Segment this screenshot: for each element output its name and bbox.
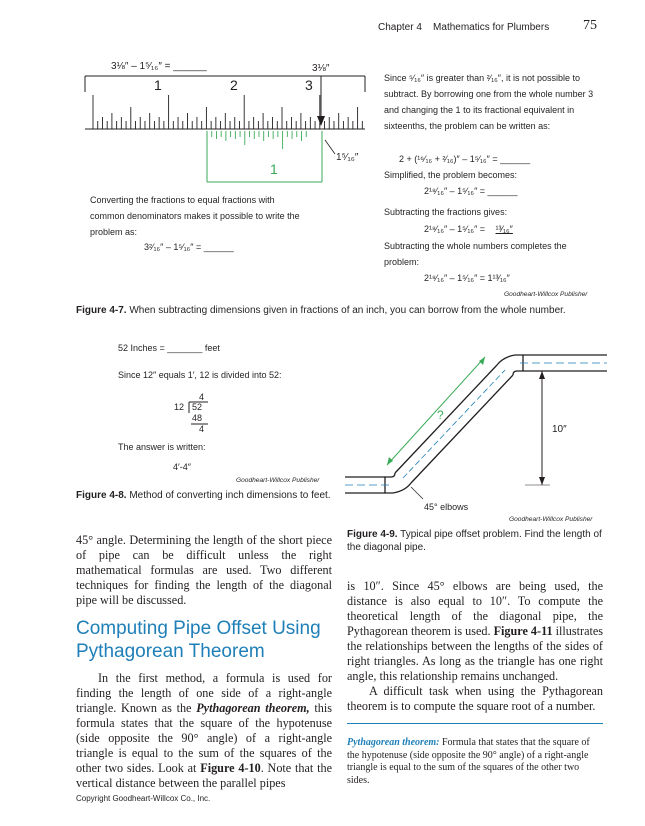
ruler-number-2: 2 (230, 77, 238, 93)
fig49-pipe-offset-diagram (345, 335, 625, 510)
fig48-line1: 52 Inches = _______ feet (118, 343, 220, 353)
fig47-right-p1: Since ⁵⁄₁₆″ is greater than ²⁄₁₆″, it is not possible to subtract. By borrowing one from the whole number 3 and changing the 1 to its fractional equivalent in sixteenths, the problem can be written as: (384, 73, 594, 131)
fig48-credit: Goodheart-Willcox Publisher (236, 477, 320, 484)
left-col-paragraph-1: 45° angle. Determining the length of the short piece of pipe can be difficult unless the right mathematical formulas are used. Two different techniques for finding the length of the diagonal pipe will be discussed. (76, 533, 332, 607)
fig47-caption-text: When subtracting dimensions given in fractions of an inch, you can borrow from the whole number. (126, 305, 566, 316)
fig49-caption-label: Figure 4-9. (347, 529, 398, 540)
elbows-leader (411, 487, 423, 499)
fig49-credit: Goodheart-Willcox Publisher (509, 516, 593, 523)
fig48-caption-label: Figure 4-8. (76, 490, 127, 501)
left-p2-a: In the first method, a formula is used for finding the length of one side of a right-angle triangle. Known as the (76, 671, 332, 715)
fig49-elbows-label: 45° elbows (424, 502, 469, 512)
top-elbow (497, 355, 523, 375)
left-col-paragraph-2 (76, 671, 332, 791)
glossary-definition: Formula that states that the square of the hypotenuse (side opposite the 90° angle) of a right-angle triangle is equal to the sum of the squares of the other two sides. (347, 737, 590, 786)
fig47-pointer-label: 3⅛″ (312, 63, 330, 74)
chapter-label: Chapter 4 (378, 22, 422, 33)
fig49-caption (347, 528, 605, 554)
fig47-right-eq3-result: ¹³⁄₁₆″ (495, 224, 513, 234)
fig49-caption-text: Typical pipe offset problem. Find the length of the diagonal pipe. (347, 529, 602, 553)
right-col-paragraph-1 (347, 579, 603, 684)
copyright-footer: Copyright Goodheart-Willcox Co., Inc. (76, 794, 211, 803)
fig48-product: 48 (192, 413, 203, 423)
fig48-answer: 4′-4″ (173, 462, 191, 472)
fig47-green-label: 1⁵⁄₁₆″ (336, 152, 359, 163)
right-p1-b: illustrates the relationships between the lengths of the sides of right triangles. As long as the triangle has one right angle, this relationship remains unchanged. (347, 624, 604, 683)
fig48-divisor: 12 (174, 402, 185, 412)
long-division-bracket (180, 395, 240, 435)
fig47-right-p3: Subtracting the fractions gives: (384, 207, 508, 217)
figure-4-10-ref: Figure 4-10 (200, 761, 261, 775)
fig47-right-eq1: 2 + (¹⁶⁄₁₆ + ²⁄₁₆)″ – 1⁵⁄₁₆″ = ______ (399, 154, 531, 164)
fig47-credit: Goodheart-Willcox Publisher (504, 291, 588, 298)
fig48-remainder: 4 (199, 424, 205, 434)
diagonal-length-arrow (387, 357, 485, 465)
fig49-dimension: 10″ (552, 424, 567, 435)
pythagorean-term: Pythagorean theorem, (196, 701, 310, 715)
left-p2-b: this formula states that the square of the hypotenuse (side opposite the 90° angle) of a right-angle triangle is equal to the sum of the squares of the other two sides. Look at (76, 701, 333, 775)
green-label-leader (325, 140, 335, 154)
figure-4-11-ref: Figure 4-11 (493, 624, 553, 638)
fig47-right-eq4: 2¹⁸⁄₁₆″ – 1⁵⁄₁₆″ = 1¹³⁄₁₆″ (424, 273, 510, 283)
chapter-title: Mathematics for Plumbers (433, 22, 550, 33)
pipe-centerline (403, 370, 505, 478)
fig47-ruler-diagram (0, 70, 380, 210)
glossary-entry (347, 737, 603, 787)
page-number: 75 (583, 18, 597, 33)
bottom-elbow (385, 473, 411, 493)
fig48-caption (76, 489, 346, 502)
right-p1-a: is 10″. Since 45° elbows are being used, the distance is also equal to 10″. To compute the theoretical length of the diagonal pipe, the Pythagorean theorem is used. (347, 579, 603, 638)
ruler-number-1: 1 (154, 77, 162, 93)
fig47-caption (76, 304, 616, 317)
fig49-question-mark: ? (437, 408, 444, 422)
fig48-caption-text: Method of converting inch dimensions to feet. (126, 490, 331, 501)
fig47-problem: 3⅛″ – 1⁵⁄₁₆″ = ______ (111, 61, 207, 72)
fig47-right-p2: Simplified, the problem becomes: (384, 170, 518, 180)
glossary-term: Pythagorean theorem: (347, 737, 440, 748)
fig47-right-eq3 (424, 224, 521, 234)
green-ruler-number: 1 (270, 161, 278, 177)
right-col-paragraph-2: A difficult task when using the Pythagorean theorem is to compute the square root of a number. (347, 684, 603, 713)
fig48-quotient: 4 (199, 392, 205, 402)
fig47-left-eq: 3²⁄₁₆″ – 1⁵⁄₁₆″ = ______ (144, 242, 234, 252)
pointer-arrowhead (317, 116, 325, 126)
fig47-caption-label: Figure 4-7. (76, 305, 127, 316)
fig47-right-eq3-left: 2¹⁸⁄₁₆″ – 1⁵⁄₁₆″ = (424, 224, 488, 234)
running-header (378, 22, 608, 33)
ruler-number-3: 3 (305, 77, 313, 93)
fig48-dividend: 52 (192, 402, 203, 412)
glossary-rule (347, 723, 603, 724)
section-heading: Computing Pipe Offset Using Pythagorean Theorem (76, 618, 321, 662)
fig47-left-text: Converting the fractions to equal fractions with common denominators makes it possible to write the problem as: (90, 195, 300, 237)
fig47-right-eq2: 2¹⁸⁄₁₆″ – 1⁵⁄₁₆″ = ______ (424, 186, 518, 196)
left-p2-c: . Note that the vertical distance between the parallel pipes (76, 761, 332, 790)
fig47-right-p4: Subtracting the whole numbers completes the problem: (384, 241, 567, 267)
fig48-line2: Since 12″ equals 1′, 12 is divided into 52: (118, 370, 282, 380)
fig48-line3: The answer is written: (118, 442, 206, 452)
